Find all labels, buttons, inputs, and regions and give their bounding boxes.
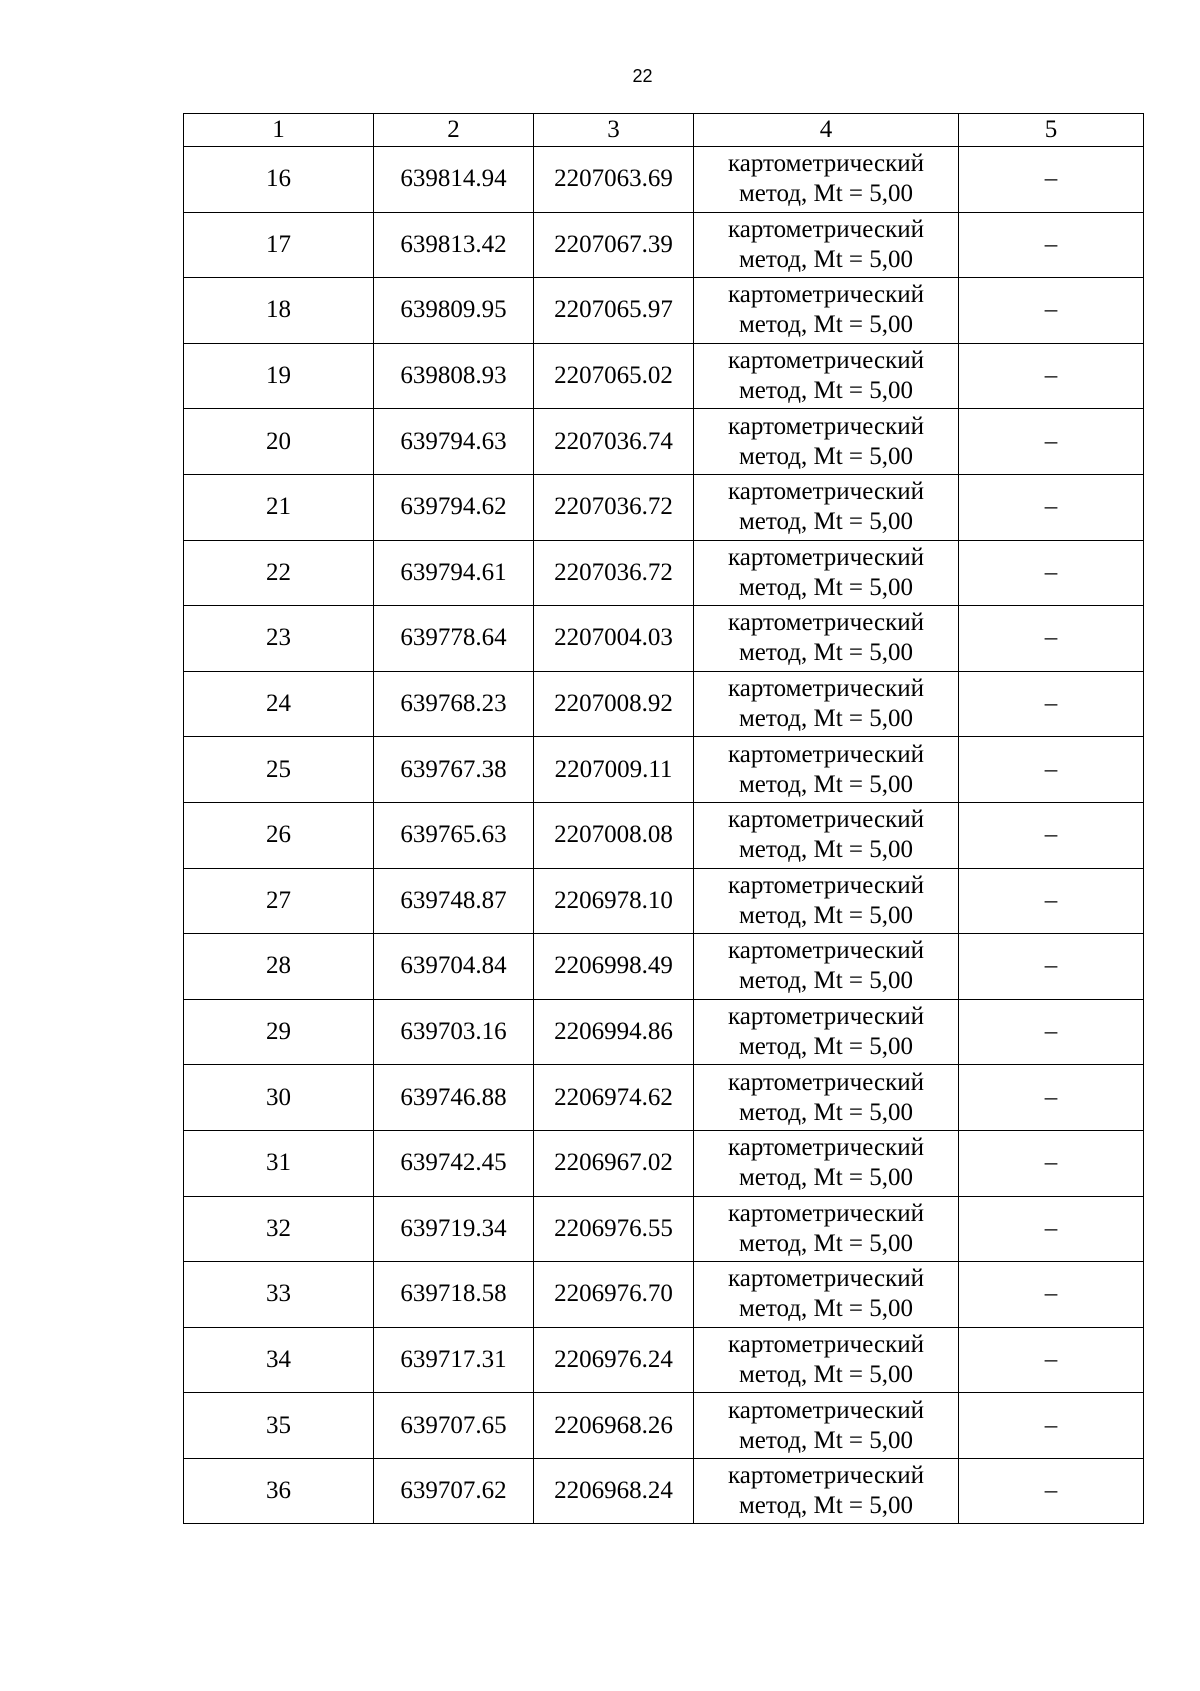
method-text-line2: метод, Mt = 5,00 xyxy=(738,1360,914,1388)
table-row xyxy=(184,606,1144,672)
point-number-cell: 36 xyxy=(184,1458,374,1524)
point-number-cell: 19 xyxy=(184,343,374,409)
note-cell: – xyxy=(959,1196,1144,1262)
coordinate-y-cell: 2206994.86 xyxy=(534,999,694,1065)
note-cell: – xyxy=(959,606,1144,672)
point-number-cell: 22 xyxy=(184,540,374,606)
method-text-line1: картометрический xyxy=(728,412,924,440)
method-text-line1: картометрический xyxy=(728,740,924,768)
method-text-line2: метод, Mt = 5,00 xyxy=(738,836,914,864)
table-row xyxy=(184,343,1144,409)
method-cell xyxy=(694,1393,959,1459)
coordinate-y-cell: 2207008.08 xyxy=(534,802,694,868)
method-cell xyxy=(694,1262,959,1328)
method-cell xyxy=(694,1327,959,1393)
method-text-line2: метод, Mt = 5,00 xyxy=(738,1229,914,1257)
method-text-line2: метод, Mt = 5,00 xyxy=(738,705,914,733)
method-cell xyxy=(694,212,959,278)
method-text-line2: метод, Mt = 5,00 xyxy=(738,770,914,798)
method-text-line2: метод, Mt = 5,00 xyxy=(738,1426,914,1454)
note-cell: – xyxy=(959,737,1144,803)
method-text-line2: метод, Mt = 5,00 xyxy=(738,180,914,208)
method-cell xyxy=(694,606,959,672)
method-cell xyxy=(694,671,959,737)
table-row xyxy=(184,409,1144,475)
coordinate-x-cell: 639748.87 xyxy=(374,868,534,934)
coordinate-x-cell: 639813.42 xyxy=(374,212,534,278)
header-cell-1: 1 xyxy=(184,114,374,147)
method-text-line2: метод, Mt = 5,00 xyxy=(738,1098,914,1126)
coordinate-y-cell: 2206976.70 xyxy=(534,1262,694,1328)
method-text-line1: картометрический xyxy=(728,806,924,834)
method-cell xyxy=(694,934,959,1000)
note-cell: – xyxy=(959,1065,1144,1131)
method-cell xyxy=(694,1130,959,1196)
point-number-cell: 30 xyxy=(184,1065,374,1131)
table-row xyxy=(184,278,1144,344)
point-number-cell: 27 xyxy=(184,868,374,934)
method-cell xyxy=(694,737,959,803)
note-cell: – xyxy=(959,540,1144,606)
method-text-line1: картометрический xyxy=(728,1265,924,1293)
coordinate-y-cell: 2207036.72 xyxy=(534,474,694,540)
coordinate-y-cell: 2207004.03 xyxy=(534,606,694,672)
point-number-cell: 26 xyxy=(184,802,374,868)
note-cell: – xyxy=(959,1327,1144,1393)
coordinate-y-cell: 2207065.02 xyxy=(534,343,694,409)
coordinate-y-cell: 2207065.97 xyxy=(534,278,694,344)
method-text-line1: картометрический xyxy=(728,478,924,506)
note-cell: – xyxy=(959,343,1144,409)
point-number-cell: 32 xyxy=(184,1196,374,1262)
method-text-line1: картометрический xyxy=(728,1068,924,1096)
coordinate-y-cell: 2207036.72 xyxy=(534,540,694,606)
note-cell: – xyxy=(959,278,1144,344)
method-text-line2: метод, Mt = 5,00 xyxy=(738,311,914,339)
method-text-line1: картометрический xyxy=(728,1462,924,1490)
method-cell xyxy=(694,868,959,934)
table-row xyxy=(184,540,1144,606)
table-row xyxy=(184,1196,1144,1262)
method-text-line2: метод, Mt = 5,00 xyxy=(738,639,914,667)
table-row xyxy=(184,1262,1144,1328)
note-cell: – xyxy=(959,474,1144,540)
method-text-line2: метод, Mt = 5,00 xyxy=(738,377,914,405)
coordinate-x-cell: 639703.16 xyxy=(374,999,534,1065)
coordinate-x-cell: 639704.84 xyxy=(374,934,534,1000)
point-number-cell: 28 xyxy=(184,934,374,1000)
method-text-line1: картометрический xyxy=(728,609,924,637)
point-number-cell: 24 xyxy=(184,671,374,737)
method-text-line2: метод, Mt = 5,00 xyxy=(738,901,914,929)
method-text-line2: метод, Mt = 5,00 xyxy=(738,967,914,995)
method-text-line2: метод, Mt = 5,00 xyxy=(738,442,914,470)
method-text-line1: картометрический xyxy=(728,937,924,965)
header-cell-2: 2 xyxy=(374,114,534,147)
note-cell: – xyxy=(959,1262,1144,1328)
table-row xyxy=(184,1065,1144,1131)
table-row xyxy=(184,737,1144,803)
note-cell: – xyxy=(959,212,1144,278)
method-cell xyxy=(694,1196,959,1262)
table-body xyxy=(184,147,1144,1524)
method-cell xyxy=(694,343,959,409)
note-cell: – xyxy=(959,934,1144,1000)
method-text-line1: картометрический xyxy=(728,543,924,571)
coordinate-x-cell: 639814.94 xyxy=(374,147,534,213)
coordinate-y-cell: 2206998.49 xyxy=(534,934,694,1000)
coordinate-y-cell: 2207009.11 xyxy=(534,737,694,803)
method-cell xyxy=(694,540,959,606)
coordinate-x-cell: 639719.34 xyxy=(374,1196,534,1262)
method-text-line1: картометрический xyxy=(728,347,924,375)
method-text-line1: картометрический xyxy=(728,215,924,243)
table-row xyxy=(184,934,1144,1000)
point-number-cell: 18 xyxy=(184,278,374,344)
coordinate-y-cell: 2207067.39 xyxy=(534,212,694,278)
coordinate-x-cell: 639767.38 xyxy=(374,737,534,803)
point-number-cell: 21 xyxy=(184,474,374,540)
coordinate-y-cell: 2206967.02 xyxy=(534,1130,694,1196)
table-row xyxy=(184,147,1144,213)
method-text-line1: картометрический xyxy=(728,1199,924,1227)
table-row xyxy=(184,999,1144,1065)
method-cell xyxy=(694,147,959,213)
method-cell xyxy=(694,409,959,475)
coordinate-x-cell: 639718.58 xyxy=(374,1262,534,1328)
point-number-cell: 34 xyxy=(184,1327,374,1393)
coordinate-x-cell: 639707.62 xyxy=(374,1458,534,1524)
note-cell: – xyxy=(959,868,1144,934)
note-cell: – xyxy=(959,671,1144,737)
point-number-cell: 16 xyxy=(184,147,374,213)
coordinate-x-cell: 639778.64 xyxy=(374,606,534,672)
note-cell: – xyxy=(959,1393,1144,1459)
coordinate-x-cell: 639742.45 xyxy=(374,1130,534,1196)
table-row xyxy=(184,868,1144,934)
header-cell-4: 4 xyxy=(694,114,959,147)
method-text-line1: картометрический xyxy=(728,1396,924,1424)
coordinate-y-cell: 2206976.24 xyxy=(534,1327,694,1393)
method-text-line1: картометрический xyxy=(728,1134,924,1162)
coordinate-x-cell: 639808.93 xyxy=(374,343,534,409)
point-number-cell: 23 xyxy=(184,606,374,672)
coordinate-y-cell: 2206978.10 xyxy=(534,868,694,934)
method-text-line2: метод, Mt = 5,00 xyxy=(738,1033,914,1061)
coordinate-x-cell: 639717.31 xyxy=(374,1327,534,1393)
point-number-cell: 17 xyxy=(184,212,374,278)
method-text-line1: картометрический xyxy=(728,871,924,899)
coordinate-y-cell: 2206974.62 xyxy=(534,1065,694,1131)
method-cell xyxy=(694,278,959,344)
coordinate-y-cell: 2207063.69 xyxy=(534,147,694,213)
coordinate-y-cell: 2207008.92 xyxy=(534,671,694,737)
coordinate-x-cell: 639794.62 xyxy=(374,474,534,540)
method-text-line1: картометрический xyxy=(728,1003,924,1031)
note-cell: – xyxy=(959,1458,1144,1524)
coordinate-y-cell: 2206976.55 xyxy=(534,1196,694,1262)
table-header xyxy=(184,114,1144,147)
coordinates-table xyxy=(183,113,1144,1524)
table-row xyxy=(184,671,1144,737)
method-cell xyxy=(694,1458,959,1524)
table-row xyxy=(184,212,1144,278)
coordinate-x-cell: 639768.23 xyxy=(374,671,534,737)
coordinate-x-cell: 639707.65 xyxy=(374,1393,534,1459)
note-cell: – xyxy=(959,1130,1144,1196)
point-number-cell: 31 xyxy=(184,1130,374,1196)
coordinate-x-cell: 639765.63 xyxy=(374,802,534,868)
coordinate-x-cell: 639794.61 xyxy=(374,540,534,606)
method-text-line2: метод, Mt = 5,00 xyxy=(738,245,914,273)
method-text-line1: картометрический xyxy=(728,281,924,309)
table-row xyxy=(184,1327,1144,1393)
table-row xyxy=(184,1393,1144,1459)
coordinate-x-cell: 639794.63 xyxy=(374,409,534,475)
method-text-line2: метод, Mt = 5,00 xyxy=(738,1295,914,1323)
point-number-cell: 29 xyxy=(184,999,374,1065)
table-row xyxy=(184,1130,1144,1196)
method-cell xyxy=(694,999,959,1065)
table-row xyxy=(184,1458,1144,1524)
method-text-line1: картометрический xyxy=(728,1330,924,1358)
method-text-line1: картометрический xyxy=(728,675,924,703)
method-text-line1: картометрический xyxy=(728,150,924,178)
method-text-line2: метод, Mt = 5,00 xyxy=(738,1492,914,1520)
table-row xyxy=(184,802,1144,868)
method-text-line2: метод, Mt = 5,00 xyxy=(738,573,914,601)
method-text-line2: метод, Mt = 5,00 xyxy=(738,508,914,536)
page-number: 22 xyxy=(632,66,653,86)
point-number-cell: 35 xyxy=(184,1393,374,1459)
header-cell-5: 5 xyxy=(959,114,1144,147)
method-cell xyxy=(694,1065,959,1131)
header-row xyxy=(184,114,1144,147)
method-text-line2: метод, Mt = 5,00 xyxy=(738,1164,914,1192)
method-cell xyxy=(694,802,959,868)
coordinate-y-cell: 2206968.26 xyxy=(534,1393,694,1459)
note-cell: – xyxy=(959,147,1144,213)
header-cell-3: 3 xyxy=(534,114,694,147)
coordinate-x-cell: 639746.88 xyxy=(374,1065,534,1131)
coordinate-x-cell: 639809.95 xyxy=(374,278,534,344)
note-cell: – xyxy=(959,409,1144,475)
point-number-cell: 33 xyxy=(184,1262,374,1328)
coordinate-y-cell: 2206968.24 xyxy=(534,1458,694,1524)
point-number-cell: 20 xyxy=(184,409,374,475)
note-cell: – xyxy=(959,999,1144,1065)
note-cell: – xyxy=(959,802,1144,868)
table-row xyxy=(184,474,1144,540)
method-cell xyxy=(694,474,959,540)
coordinate-y-cell: 2207036.74 xyxy=(534,409,694,475)
point-number-cell: 25 xyxy=(184,737,374,803)
